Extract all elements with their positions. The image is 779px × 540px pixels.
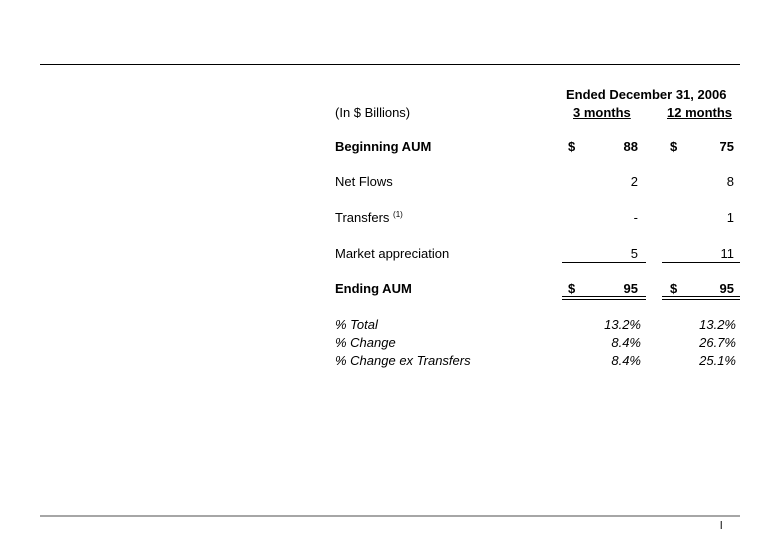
value-12m-pct-total: 13.2% [699, 317, 736, 332]
value-3m-net-flows: 2 [630, 174, 638, 189]
page-number: l [720, 520, 723, 532]
row-label-pct-change: % Change [335, 335, 396, 350]
value-12m-ending-aum: 95 [719, 281, 734, 296]
value-3m-pct-change-ex-transfers: 8.4% [611, 353, 641, 368]
value-3m-beginning-aum: 88 [623, 139, 638, 154]
footnote-marker: (1) [393, 210, 403, 219]
value-12m-transfers: 1 [726, 210, 734, 225]
column-header-12-months: 12 months [667, 105, 733, 120]
row-label-market-appreciation: Market appreciation [335, 246, 450, 261]
top-divider [40, 64, 740, 65]
value-3m-transfers: - [633, 210, 638, 225]
total-double-rule-12m-upper [662, 296, 740, 297]
currency-symbol: $ [568, 139, 576, 154]
period-title: Ended December 31, 2006 [566, 87, 727, 102]
value-12m-beginning-aum: 75 [719, 139, 734, 154]
currency-symbol: $ [670, 281, 678, 296]
row-label-transfers [335, 210, 403, 226]
subtotal-rule-3m [562, 262, 646, 263]
currency-symbol: $ [670, 139, 678, 154]
total-double-rule-3m-upper [562, 296, 646, 297]
row-label-pct-change-ex-transfers: % Change ex Transfers [335, 353, 471, 368]
value-12m-pct-change-ex-transfers: 25.1% [699, 353, 736, 368]
row-label-beginning-aum: Beginning AUM [335, 139, 432, 154]
value-12m-net-flows: 8 [726, 174, 734, 189]
column-header-3-months: 3 months [573, 105, 631, 120]
total-double-rule-3m-lower [562, 299, 646, 300]
value-3m-pct-total: 13.2% [604, 317, 641, 332]
value-12m-pct-change: 26.7% [699, 335, 736, 350]
value-3m-market-appreciation: 5 [630, 246, 638, 261]
total-double-rule-12m-lower [662, 299, 740, 300]
row-label-ending-aum: Ending AUM [335, 281, 412, 296]
units-label: (In $ Billions) [335, 105, 411, 120]
row-label-pct-total: % Total [335, 317, 378, 332]
row-label-net-flows: Net Flows [335, 174, 393, 189]
bottom-divider [40, 515, 740, 517]
value-3m-ending-aum: 95 [623, 281, 638, 296]
transfers-text: Transfers [335, 210, 390, 225]
currency-symbol: $ [568, 281, 576, 296]
value-12m-market-appreciation: 11 [720, 246, 734, 261]
value-3m-pct-change: 8.4% [611, 335, 641, 350]
subtotal-rule-12m [662, 262, 740, 263]
